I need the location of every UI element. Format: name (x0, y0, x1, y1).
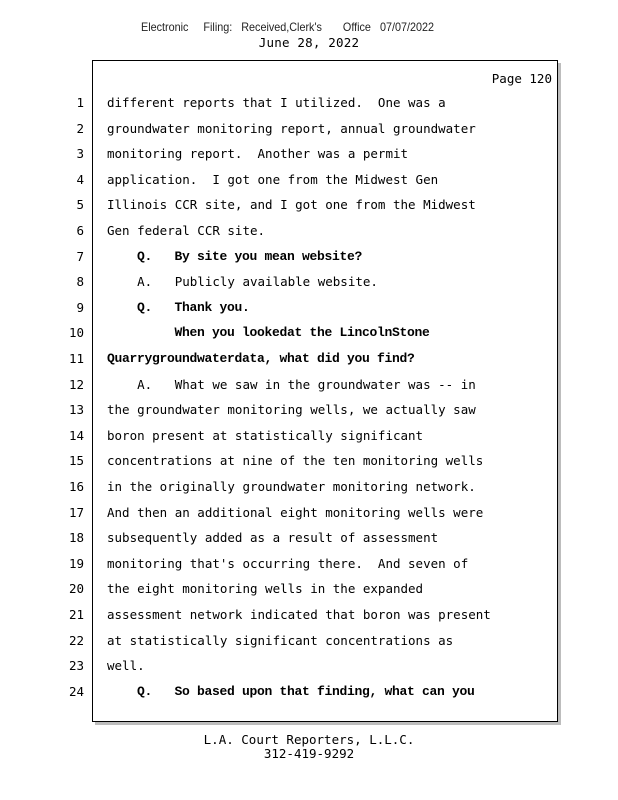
transcript-line (0, 377, 618, 403)
line-number: 14 (68, 427, 84, 443)
line-text: at statistically significant concentrations as (107, 632, 454, 648)
transcript-line (0, 274, 618, 300)
reporter-name: L.A. Court Reporters, L.L.C. (203, 732, 415, 747)
transcript-line (0, 684, 618, 710)
page-number: Page 120 (491, 71, 552, 86)
line-text: monitoring report. Another was a permit (107, 146, 409, 162)
deposition-date: June 28, 2022 (258, 35, 360, 50)
line-number: 23 (68, 658, 84, 674)
transcript-line (0, 95, 618, 121)
line-number: 9 (76, 299, 84, 315)
line-text: Q. By site you mean website? (107, 248, 363, 264)
line-text: groundwater monitoring report, annual groundwater (107, 120, 476, 136)
transcript-line (0, 428, 618, 454)
line-text: assessment network indicated that boron was present (107, 607, 491, 622)
transcript-line (0, 556, 618, 582)
line-number: 6 (76, 223, 84, 238)
line-number: 2 (76, 120, 84, 136)
reporter-footer (0, 733, 618, 761)
transcript-line (0, 121, 618, 147)
line-text: subsequently added as a result of assessment (107, 530, 439, 546)
transcript-line (0, 658, 618, 684)
line-text: concentrations at nine of the ten monitoring wells (107, 453, 484, 469)
line-number: 7 (76, 248, 84, 264)
line-text: Q. Thank you. (107, 299, 250, 315)
transcript-line (0, 325, 618, 351)
line-number: 16 (68, 479, 84, 494)
line-number: 4 (76, 171, 84, 187)
line-text: the eight monitoring wells in the expanded (107, 581, 424, 597)
line-number: 11 (68, 351, 84, 366)
line-number: 20 (68, 581, 84, 597)
transcript-line (0, 505, 618, 531)
line-text: A. Publicly available website. (107, 274, 378, 290)
line-number: 19 (68, 555, 84, 571)
line-number: 12 (68, 376, 84, 392)
line-number: 10 (68, 325, 84, 341)
line-text: different reports that I utilized. One was a (107, 95, 446, 110)
line-number: 3 (76, 146, 84, 162)
line-text: monitoring that's occurring there. And seven of (107, 555, 469, 571)
transcript-line (0, 479, 618, 505)
line-number: 1 (76, 95, 84, 110)
line-number: 13 (68, 402, 84, 418)
line-number: 24 (68, 683, 84, 699)
line-number: 15 (68, 453, 84, 469)
line-number: 8 (76, 274, 84, 290)
filing-stamp: Electronic Filing: Received,Clerk's Office 07/07/2022 (141, 20, 434, 34)
line-text: And then an additional eight monitoring wells were (107, 504, 484, 520)
line-text: in the originally groundwater monitoring network. (107, 479, 476, 494)
transcript-line (0, 146, 618, 172)
line-text: boron present at statistically significant (107, 427, 424, 443)
line-text: Illinois CCR site, and I got one from the Midwest (107, 197, 476, 213)
line-text: Quarrygroundwaterdata, what did you find? (107, 351, 415, 366)
transcript-line (0, 633, 618, 659)
transcript-line (0, 530, 618, 556)
line-number: 5 (76, 197, 84, 213)
transcript-line (0, 197, 618, 223)
line-number: 22 (68, 632, 84, 648)
transcript-line (0, 223, 618, 249)
reporter-phone: 312-419-9292 (263, 746, 355, 761)
line-number: 21 (68, 607, 84, 622)
transcript-line (0, 351, 618, 377)
transcript-line (0, 249, 618, 275)
line-text: well. (107, 658, 145, 674)
line-text: application. I got one from the Midwest Gen (107, 171, 439, 187)
transcript-line (0, 581, 618, 607)
line-number: 17 (68, 504, 84, 520)
line-text: Gen federal CCR site. (107, 223, 266, 238)
transcript-line (0, 607, 618, 633)
line-text: the groundwater monitoring wells, we actually saw (107, 402, 476, 418)
transcript-line (0, 300, 618, 326)
transcript-line (0, 172, 618, 198)
line-number: 18 (68, 530, 84, 546)
line-text: Q. So based upon that finding, what can you (107, 683, 475, 699)
transcript-line (0, 453, 618, 479)
line-text: A. What we saw in the groundwater was -- in (107, 376, 476, 392)
transcript-line (0, 402, 618, 428)
line-text: When you lookedat the LincolnStone (107, 325, 430, 341)
